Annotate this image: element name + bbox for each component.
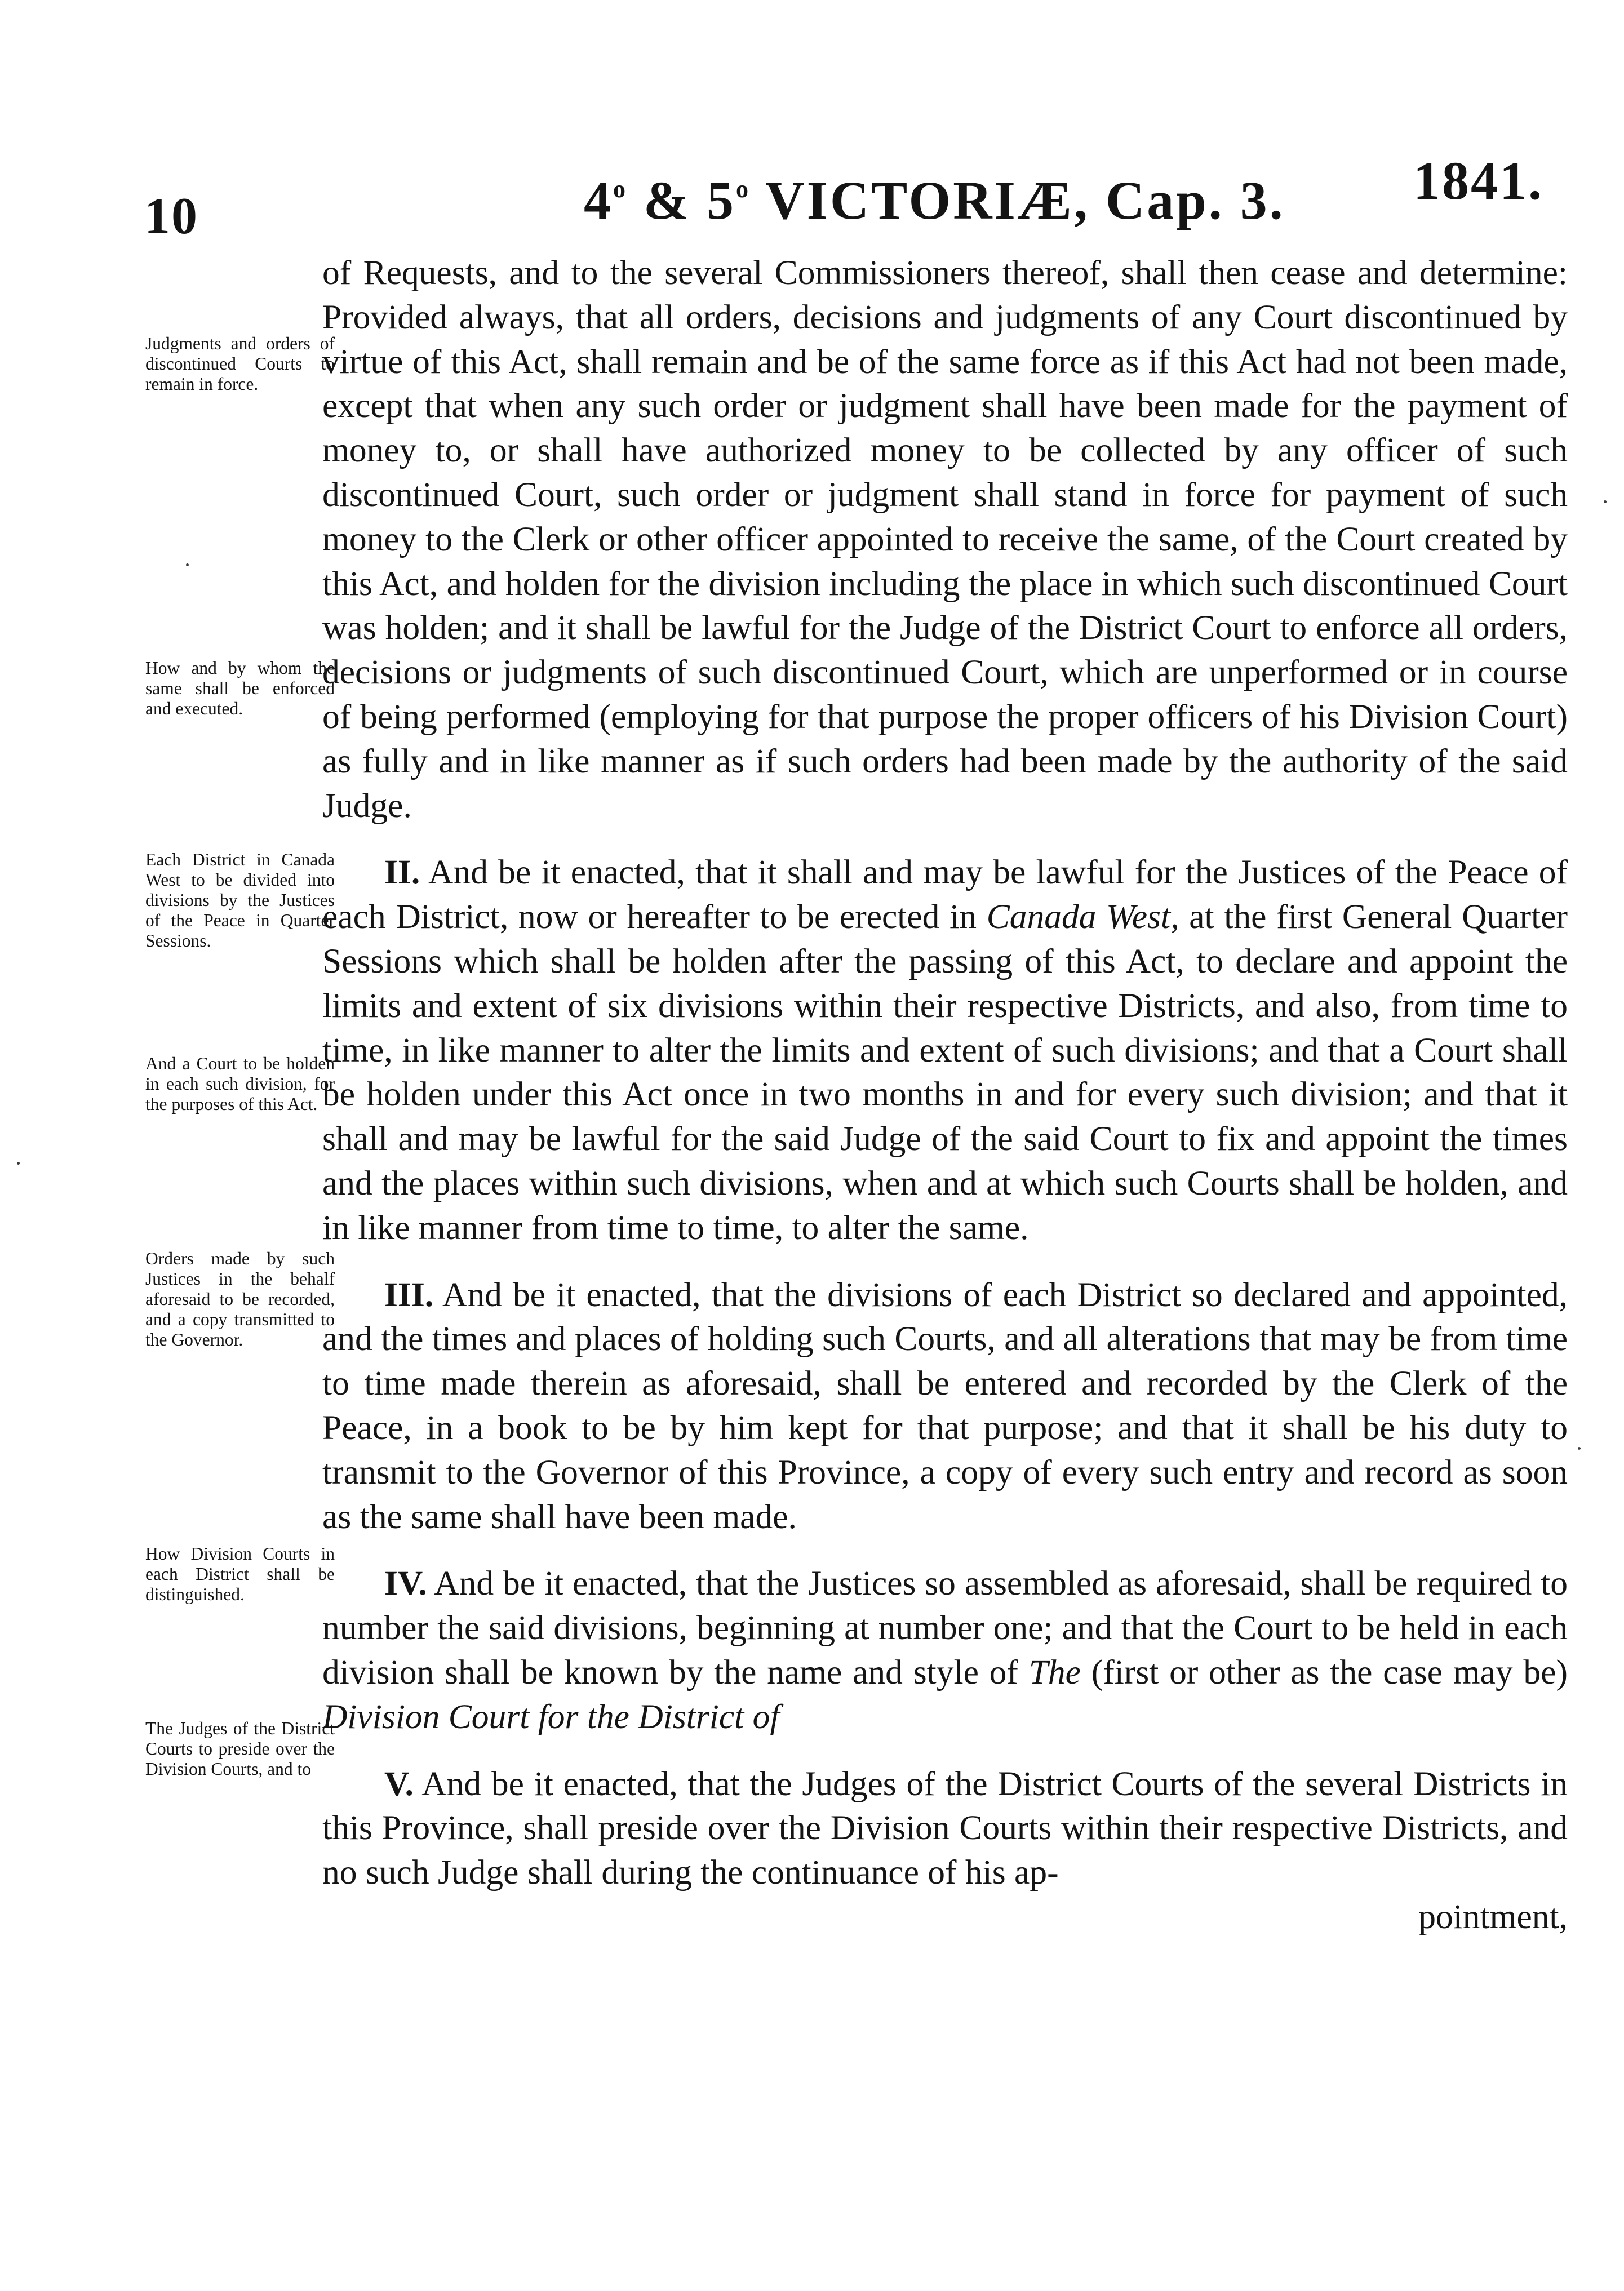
scan-speck	[17, 1162, 20, 1165]
section-italic-the: The	[1028, 1653, 1081, 1691]
regnal-year-five: 5	[706, 170, 736, 230]
year: 1841.	[1413, 150, 1543, 211]
page-number: 10	[144, 187, 198, 245]
section-5	[322, 1762, 1568, 1895]
continuation-paragraph: of Requests, and to the several Commissioners thereof, shall then cease and determine: Provided always, that all orders, decisions and judgments of any Court discontinued by virtue of this Act, shall remain and be of the same force as if this Act had not been made, except that when any such order or judgment shall have been made for the payment of money to, or shall have authorized money to be collected by any officer of such discontinued Court, such order or judgment shall stand in force for payment of such money to the Clerk or other officer appointed to receive the same, of the Court created by this Act, and holden for the division including the place in which such discontinued Court was holden; and it shall be lawful for the Judge of the District Court to enforce all orders, decisions or judgments of such discontinued Court, which are unperformed or in course of being performed (employing for that purpose the proper officers of his Division Court) as fully and in like manner as if such orders had been made by the authority of the said Judge.	[322, 254, 1568, 825]
section-4	[322, 1561, 1568, 1739]
section-number: II.	[384, 853, 420, 892]
regnal-year-four: 4	[584, 170, 613, 230]
marginal-note-enforcement: How and by whom the same shall be enforced and executed.	[145, 658, 335, 718]
section-number: IV.	[384, 1564, 427, 1603]
scan-speck	[1604, 500, 1607, 503]
marginal-note-distinguished: How Division Courts in each District shall be distinguished.	[145, 1544, 335, 1604]
title-ampersand: &	[644, 170, 691, 230]
regnal-ordinal-sup: o	[613, 175, 628, 203]
scan-speck	[186, 563, 189, 566]
running-title	[584, 169, 1285, 232]
marginal-note-court-holden: And a Court to be holden in each such division, for the purposes of this Act.	[145, 1054, 335, 1114]
section-number: V.	[384, 1764, 414, 1803]
catchword: pointment,	[1418, 1897, 1568, 1936]
marginal-note-divisions: Each District in Canada West to be divided into divisions by the Justices of the Peace in Quarter Sessions.	[145, 850, 335, 951]
section-italic-court-name: Division Court for the District of	[322, 1697, 780, 1736]
section-2	[322, 850, 1568, 1250]
section-italic-place: Canada West,	[986, 898, 1179, 936]
section-text-continued: (first or other as the case may be)	[1091, 1653, 1568, 1691]
section-number: III.	[384, 1275, 434, 1314]
marginal-note-judgments-remain: Judgments and orders of discontinued Courts to remain in force.	[145, 334, 335, 394]
section-text-continued: at the first General Quarter Sessions which shall be holden after the passing of this Act, to declare and appoint the limits and extent of six divisions within their respective Districts, and also, from time to time, in like manner to alter the limits and extent of such divisions; and that a Court shall be holden under this Act once in two months in and for every such division; and that it shall and may be lawful for the said Judge of the said Court to fix and appoint the times and the places within such divisions, when and at which such Courts shall be holden, and in like manner from time to time, to alter the same.	[322, 898, 1568, 1247]
regnal-ordinal-sup: o	[735, 175, 751, 203]
section-text: And be it enacted, that it shall and may be lawful for the Justices of the Peace of each District, now or hereafter to be erected in	[322, 853, 1568, 936]
section-text: And be it enacted, that the divisions of each District so declared and appointed, and the times and places of holding such Courts, and all alterations that may be from time to time made therein as aforesaid, shall be entered and recorded by the Clerk of the Peace, in a book to be by him kept for that purpose; and that it shall be his duty to transmit to the Governor of this Province, a copy of every such entry and record as soon as the same shall have been made.	[322, 1275, 1568, 1536]
section-text: And be it enacted, that the Judges of the District Courts of the several Districts in this Province, shall preside over the Division Courts within their respective Districts, and no such Judge shall during the continuance of his ap-	[322, 1764, 1568, 1892]
scan-speck	[1578, 1447, 1581, 1450]
section-text: And be it enacted, that the Justices so assembled as aforesaid, shall be required to number the said divisions, beginning at number one; and that the Court to be held in each division shall be known by the name and style of	[322, 1564, 1568, 1691]
statute-body	[322, 251, 1568, 1939]
reign-and-chapter: VICTORIÆ, Cap. 3.	[765, 170, 1285, 230]
marginal-note-orders-recorded: Orders made by such Justices in the behalf aforesaid to be recorded, and a copy transmitted to the Governor.	[145, 1249, 335, 1349]
marginal-note-judges-preside: The Judges of the District Courts to preside over the Division Courts, and to	[145, 1719, 335, 1779]
section-3	[322, 1273, 1568, 1539]
